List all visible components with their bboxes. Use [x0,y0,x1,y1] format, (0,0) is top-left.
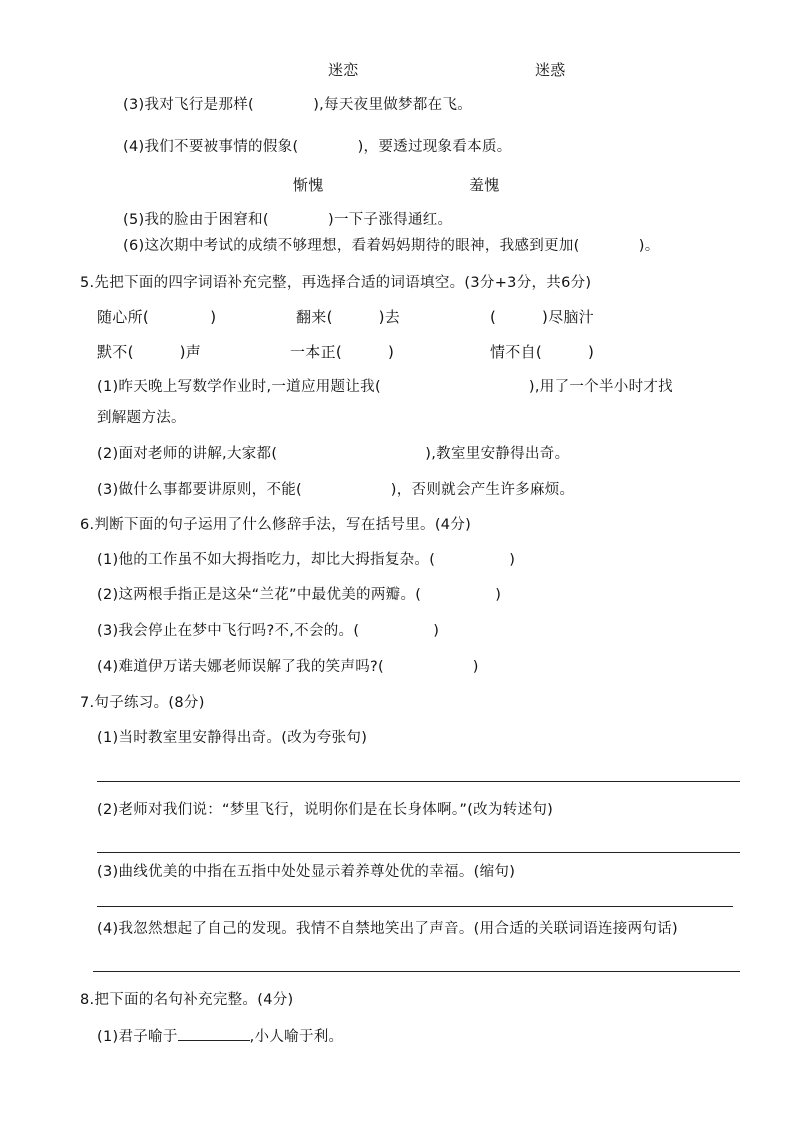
answer-line-7-1[interactable] [97,781,740,782]
idiom-6: 情不自( ) [490,343,595,361]
question-8-1-prefix: (1)君子喻于 [97,1029,178,1045]
question-5-1-line2: 到解题方法。 [97,410,186,426]
question-6-title: 6.判断下面的句子运用了什么修辞手法，写在括号里。(4分) [80,517,472,533]
question-4-6: (6)这次期中考试的成绩不够理想，看着妈妈期待的眼神，我感到更加( )。 [123,238,660,254]
answer-line-7-4[interactable] [93,971,740,972]
question-5-1-line1: (1)昨天晚上写数学作业时,一道应用题让我( ),用了一个半小时才找 [97,379,673,395]
question-7-1: (1)当时教室里安静得出奇。(改为夸张句) [97,730,368,746]
question-6-1: (1)他的工作虽不如大拇指吃力，却比大拇指复杂。( ) [97,552,516,568]
word-option-cankui: 惭愧 [293,176,324,194]
word-option-mihuo: 迷惑 [535,61,566,79]
word-option-milian: 迷恋 [328,61,359,79]
question-5-3: (3)做什么事都要讲原则，不能( )，否则就会产生许多麻烦。 [97,482,575,498]
question-5-2: (2)面对老师的讲解,大家都( ),教室里安静得出奇。 [97,446,570,462]
question-4-3: (3)我对飞行是那样( ),每天夜里做梦都在飞。 [123,97,473,113]
answer-line-7-2[interactable] [97,852,740,853]
question-8-1 [97,1025,343,1047]
question-7-title: 7.句子练习。(8分) [80,695,205,711]
idiom-2: 翻来( )去 [296,308,401,326]
idiom-4: 默不( )声 [97,343,202,361]
question-6-2: (2)这两根手指正是这朵“兰花”中最优美的两瓣。( ) [97,587,502,603]
question-6-4: (4)难道伊万诺夫娜老师误解了我的笑声吗?( ) [97,659,479,675]
question-8-title: 8.把下面的名句补充完整。(4分) [80,992,294,1008]
idiom-5: 一本正( ) [290,343,395,361]
question-8-1-suffix: ,小人喻于利。 [249,1029,344,1045]
question-6-3: (3)我会停止在梦中飞行吗?不,不会的。( ) [97,623,440,639]
question-4-5: (5)我的脸由于困窘和( )一下子涨得通红。 [123,212,453,228]
question-7-3: (3)曲线优美的中指在五指中处处显示着养尊处优的幸福。(缩句) [97,864,516,880]
idiom-1: 随心所( ) [97,308,217,326]
answer-line-7-3[interactable] [97,906,733,907]
fill-blank-8-1[interactable] [178,1025,250,1041]
question-7-4: (4)我忽然想起了自己的发现。我情不自禁地笑出了声音。(用合适的关联词语连接两句话) [97,921,678,937]
idiom-3: ( )尽脑汁 [490,308,595,326]
word-option-xiukui: 羞愧 [469,176,500,194]
question-7-2: (2)老师对我们说：“梦里飞行，说明你们是在长身体啊。”(改为转述句) [97,802,554,818]
question-4-4: (4)我们不要被事情的假象( )，要透过现象看本质。 [123,139,512,155]
question-5-title: 5.先把下面的四字词语补充完整，再选择合适的词语填空。(3分+3分，共6分) [80,275,592,291]
